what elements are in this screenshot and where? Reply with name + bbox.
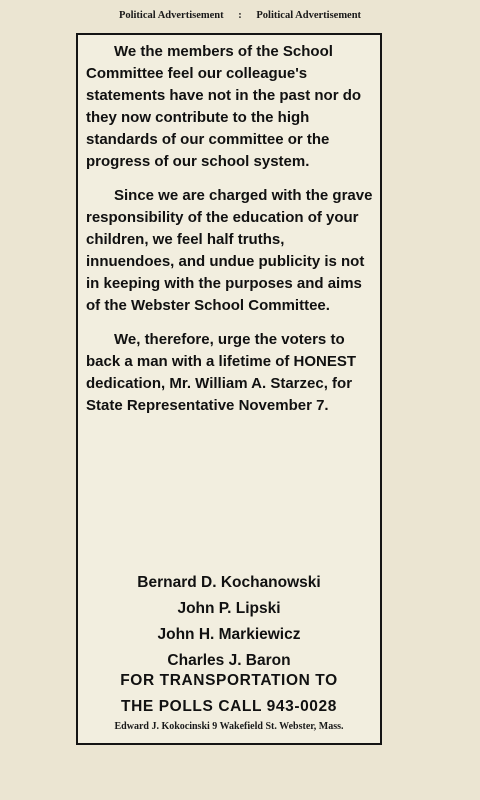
signer-name: John P. Lipski — [177, 600, 281, 617]
transport-line-1: FOR TRANSPORTATION TO — [120, 672, 338, 689]
header-left: Political Advertisement — [118, 10, 224, 21]
page-header — [0, 10, 480, 21]
transportation-notice — [78, 668, 380, 720]
transport-line-2: THE POLLS CALL 943-0028 — [121, 698, 337, 715]
ad-paragraph-1: We the members of the School Committee feel our colleague's statements have not in the past nor do they now contribute to the high standards of our committee or the progress of our school system. — [86, 43, 362, 170]
signer-name: Charles J. Baron — [167, 652, 291, 669]
ad-paragraph-3: We, therefore, urge the voters to back a man with a lifetime of HONEST dedication, Mr. William A. Starzec, for State Representative November 7. — [86, 331, 357, 414]
ad-paragraph-2: Since we are charged with the grave responsibility of the education of your children, we feel half truths, innuendoes, and undue publicity is not in keeping with the purposes and aims of the Webster School Committee. — [86, 187, 373, 314]
political-advertisement — [76, 33, 382, 745]
signer-list — [78, 570, 380, 674]
header-separator: : — [238, 10, 242, 21]
signer-name: Bernard D. Kochanowski — [137, 574, 321, 591]
header-right: Political Advertisement — [256, 10, 362, 21]
sponsor-line: Edward J. Kokocinski 9 Wakefield St. Webster, Mass. — [114, 721, 344, 732]
signer-name: John H. Markiewicz — [157, 626, 301, 643]
ad-body — [86, 41, 376, 429]
